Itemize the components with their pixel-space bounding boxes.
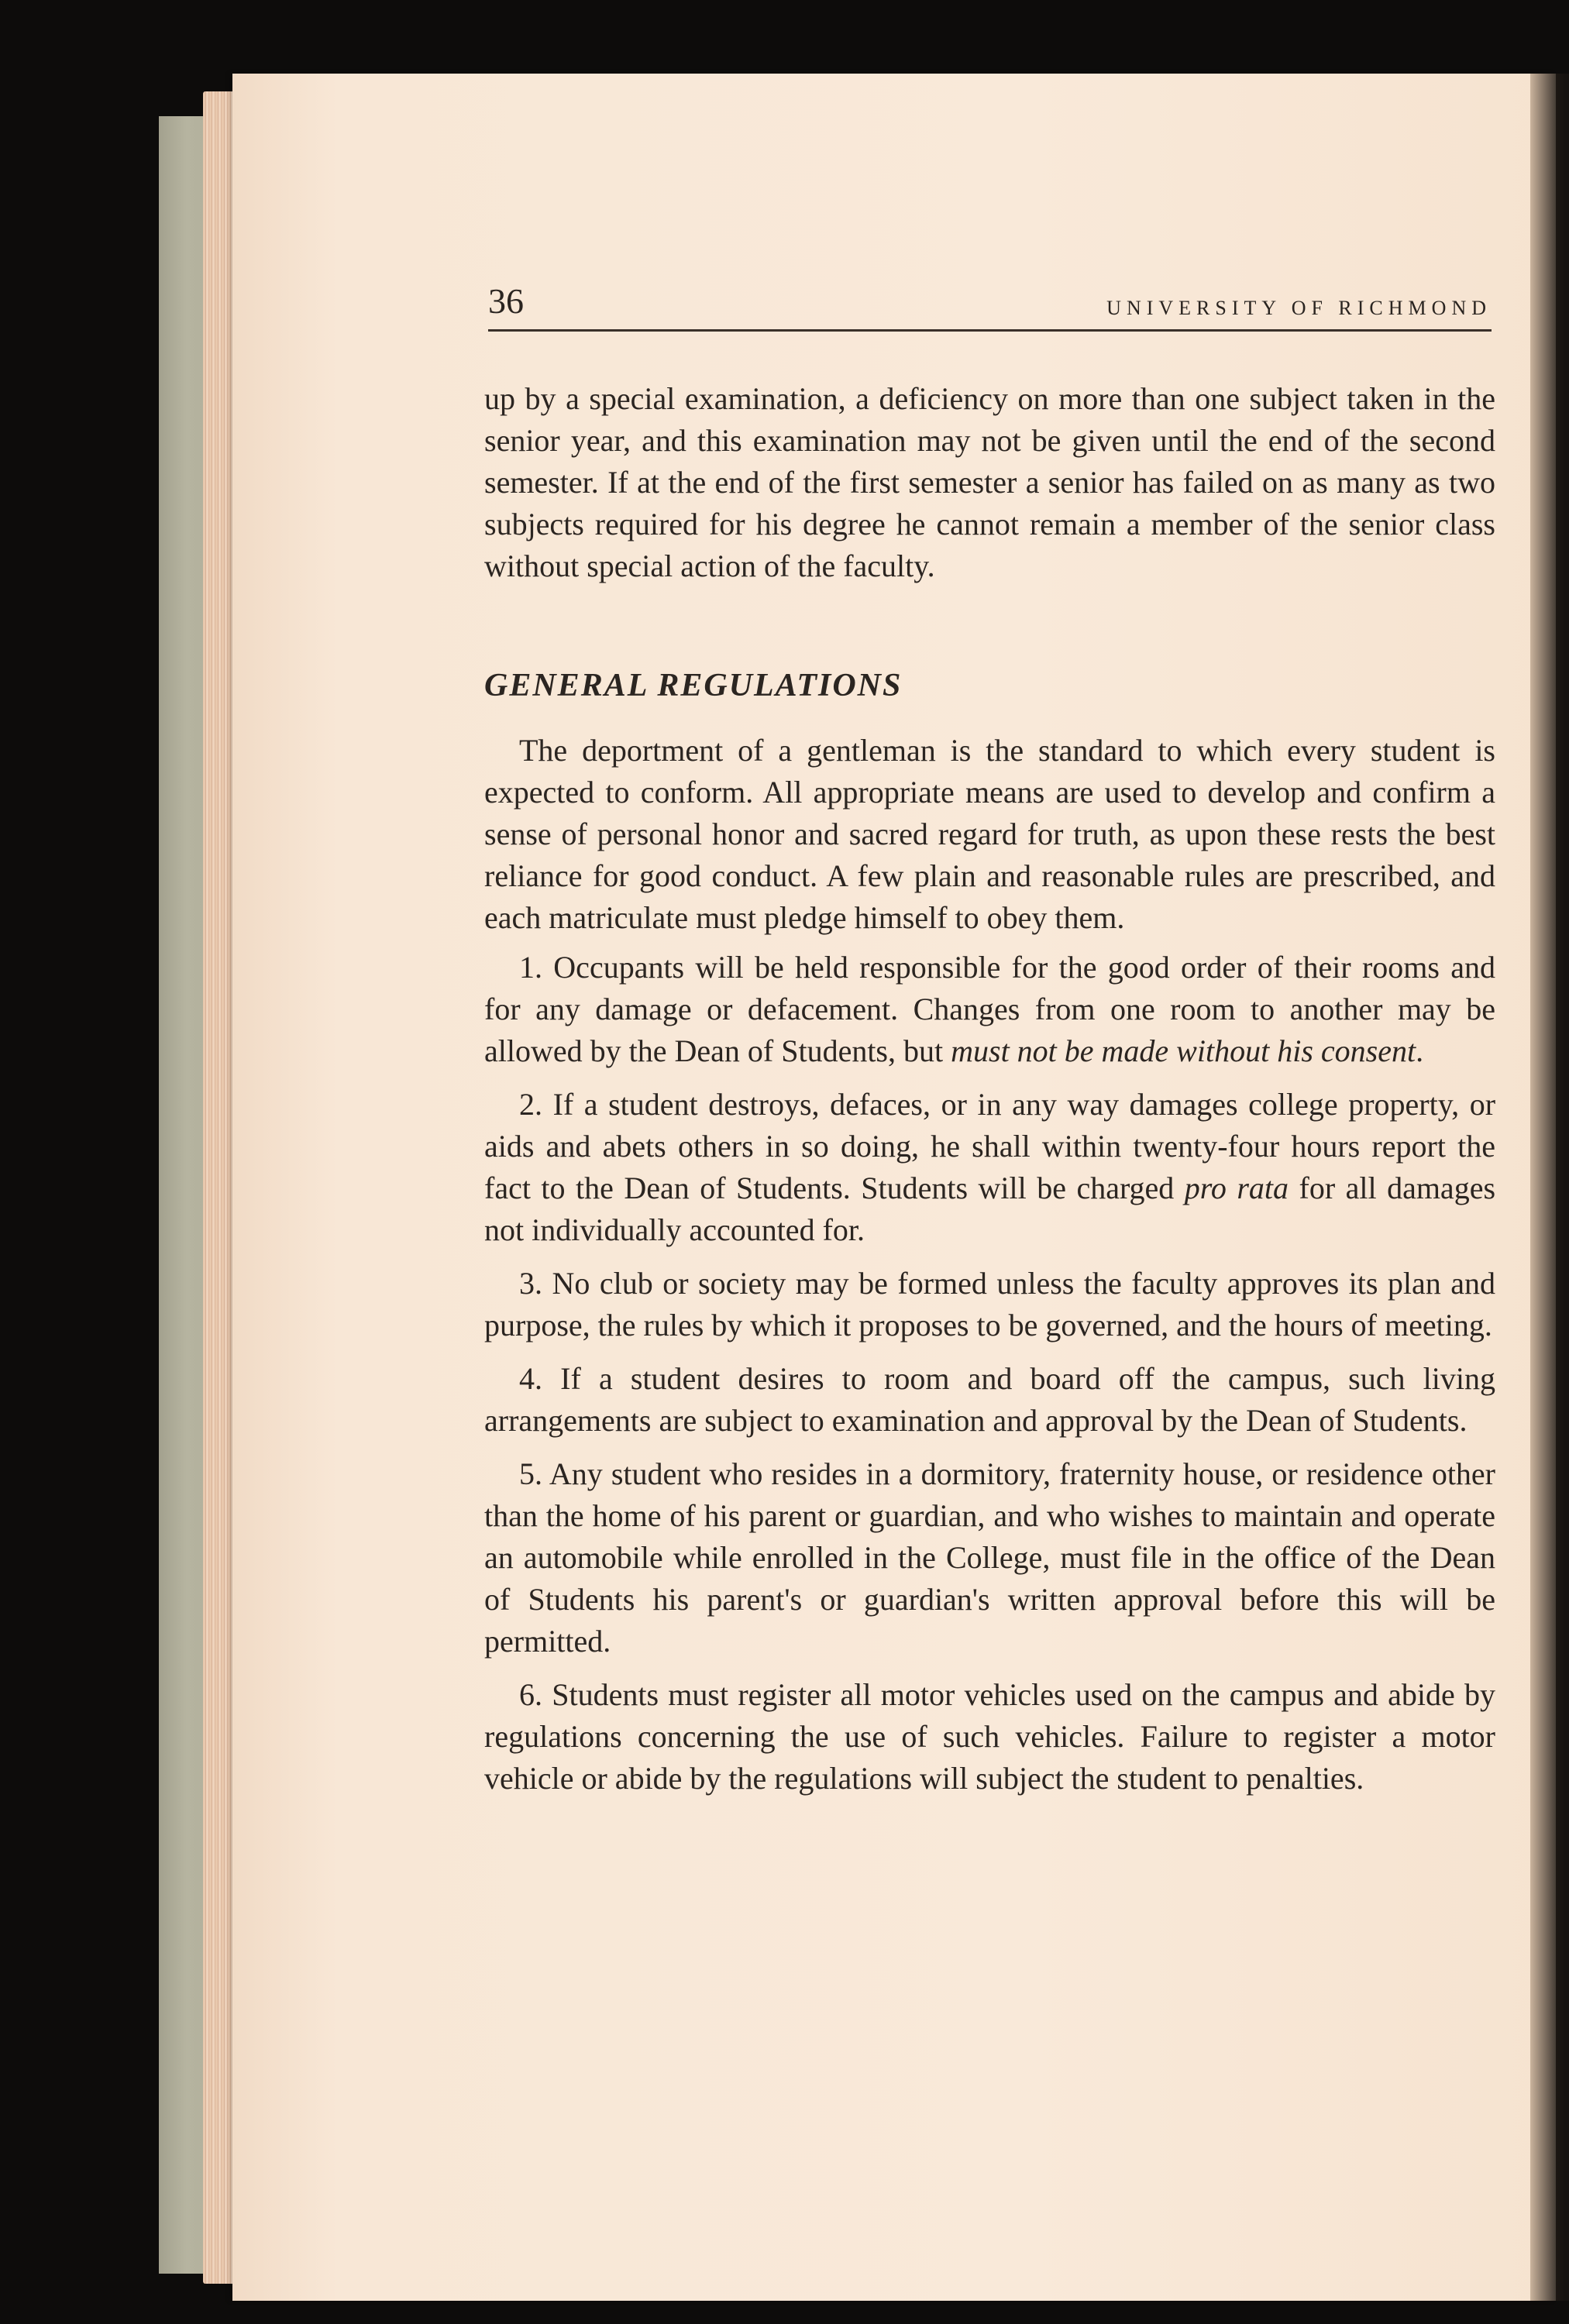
page-number: 36 <box>488 281 524 321</box>
rule-3 <box>484 1263 1495 1346</box>
rule-text: No club or society may be formed unless the faculty approves its plan and purpose, the rules by which it proposes to be governed, and the hours of meeting. <box>484 1266 1496 1342</box>
rule-emphasis: pro rata <box>1184 1171 1289 1205</box>
rule-text: If a student desires to room and board off the campus, such living arrangements are subject to examination and approval by the Dean of Students. <box>484 1361 1495 1438</box>
rule-number: 6. <box>519 1677 542 1712</box>
rule-1 <box>484 947 1495 1072</box>
body-text <box>484 378 1495 1800</box>
rule-number: 2. <box>519 1087 542 1122</box>
rule-text-end: for all damages not individually accounted for. <box>484 1171 1496 1247</box>
section-intro: The deportment of a gentleman is the standard to which every student is expected to conform. All appropriate means are used to develop and confirm a sense of personal honor and sacred regard for truth, as upon these rests the best reliance for good conduct. A few plain and reasonable rules are prescribed, and each matriculate must pledge himself to obey them. <box>484 733 1495 935</box>
rule-emphasis: must not be made without his consent <box>951 1033 1416 1068</box>
rule-text: If a student destroys, defaces, or in any way damages college property, or aids and abets others in so doing, he shall within twenty-four hours report the fact to the Dean of Students. Students will be charged <box>484 1087 1496 1205</box>
rule-number: 4. <box>519 1361 542 1396</box>
rule-number: 1. <box>519 950 542 985</box>
rule-text: Students must register all motor vehicles used on the campus and abide by regulations concerning the use of such vehicles. Failure to register a motor vehicle or abide by the regulations will subject the student to penalties. <box>484 1677 1496 1796</box>
rule-2 <box>484 1084 1495 1251</box>
running-head: UNIVERSITY OF RICHMOND <box>1106 297 1492 319</box>
rule-5 <box>484 1453 1495 1662</box>
rule-number: 5. <box>519 1456 542 1491</box>
rule-text: Occupants will be held responsible for the good order of their rooms and for any damage or defacement. Changes from one room to another may be allowed by the Dean of Students, but <box>484 950 1495 1068</box>
continuation-paragraph: up by a special examination, a deficiency on more than one subject taken in the senior year, and this examination may not be given until the end of the second semester. If at the end of the first semester a senior has failed on as many as two subjects required for his degree he cannot remain a member of the senior class without special action of the faculty. <box>484 381 1495 583</box>
rule-4 <box>484 1358 1495 1442</box>
section-heading: GENERAL REGULATIONS <box>484 668 903 703</box>
binding-shadow <box>1530 74 1569 2301</box>
rule-6 <box>484 1674 1495 1800</box>
rule-number: 3. <box>519 1266 542 1301</box>
page-header <box>488 275 1492 332</box>
rule-text-end: . <box>1416 1033 1424 1068</box>
rule-text: Any student who resides in a dormitory, fraternity house, or residence other than the home of his parent or guardian, and who wishes to maintain and operate an automobile while enrolled in the College, must file in the office of the Dean of Students his parent's or guardian's written approval before this will be permitted. <box>484 1456 1496 1659</box>
